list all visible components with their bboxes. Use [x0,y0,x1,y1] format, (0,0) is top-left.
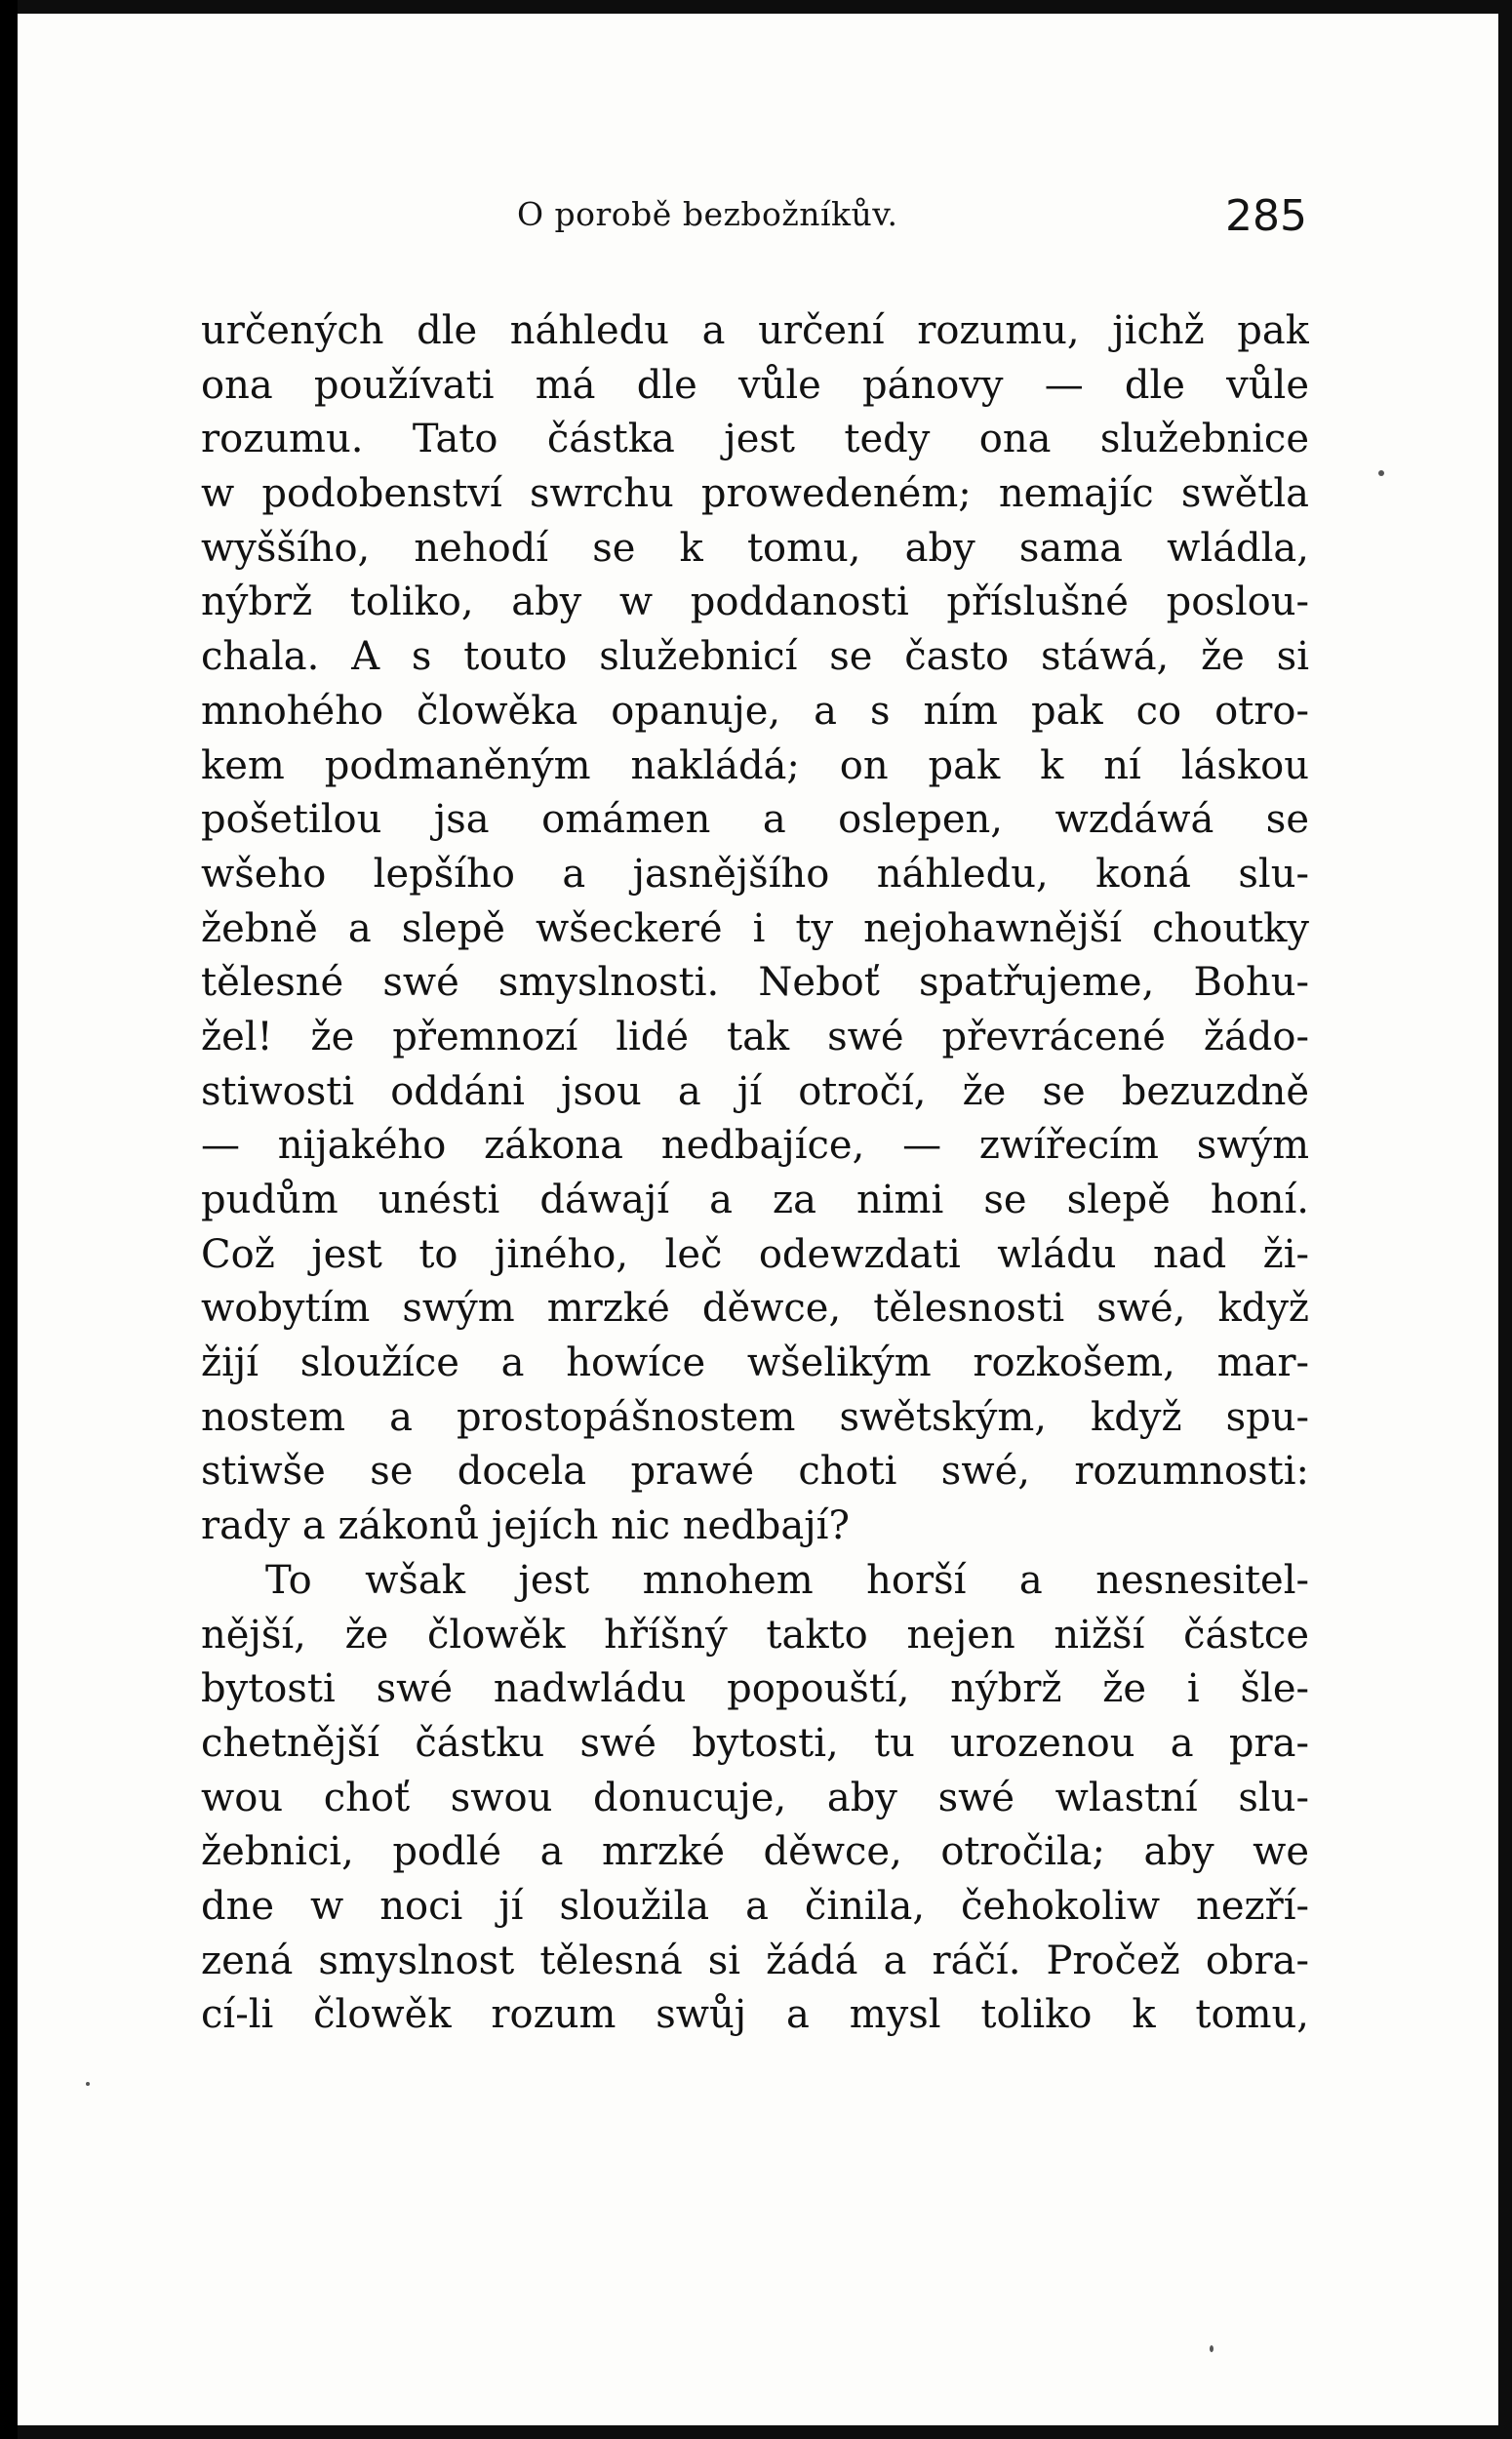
text-line: nější, že člowěk hříšný takto nejen nižší částce [201,1612,1309,1658]
text-line: stiwosti oddáni jsou a jí otročí, že se bezuzdně [201,1068,1309,1114]
text-line: wšeho lepšího a jasnějšího náhledu, koná slu- [201,851,1309,897]
text-line: kem podmaněným nakládá; on pak k ní láskou [201,742,1309,788]
text-line: pošetilou jsa omámen a oslepen, wzdáwá se [201,797,1309,843]
text-line: cí-li člowěk rozum swůj a mysl toliko k tomu, [201,1992,1309,2038]
text-line: určených dle náhledu a určení rozumu, jichž pak [201,308,1309,353]
text-line: rozumu. Tato částka jest tedy ona služebnice [201,417,1309,462]
text-line: tělesné swé smyslnosti. Neboť spatřujeme, Bohu- [201,960,1309,1006]
body-text [201,304,1309,2043]
text-line: mnohého člowěka opanuje, a s ním pak co otro- [201,688,1309,734]
text-line: wyššího, nehodí se k tomu, aby sama wládla, [201,525,1309,571]
paragraph-end-line: rady a zákonů jejích nic nedbají? [201,1503,850,1549]
text-line: bytosti swé nadwládu popouští, nýbrž že i šle- [201,1666,1309,1712]
text-line: chala. A s touto služebnicí se často stáwá, že si [201,634,1309,680]
running-header [195,187,1307,246]
text-line: žel! že přemnozí lidé tak swé převrácené žádo- [201,1014,1309,1060]
text-line: dne w noci jí sloužila a činila, čehokoliw nezří- [201,1883,1309,1929]
text-line: pudům unésti dáwají a za nimi se slepě honí. [201,1178,1309,1222]
text-line: wou choť swou donucuje, aby swé wlastní slu- [201,1775,1309,1820]
page-edge-shadow [0,0,18,2439]
paper-speck [1378,470,1384,476]
text-line: — nijakého zákona nedbajíce, — zwířecím swým [201,1123,1309,1169]
text-line: žebnici, podlé a mrzké děwce, otročila; aby we [201,1829,1309,1875]
paper-speck [86,2082,90,2086]
page-number: 285 [1225,191,1307,241]
text-line: wobytím swým mrzké děwce, tělesnosti swé, když [201,1286,1309,1332]
text-line: Což jest to jiného, leč odewzdati wládu nad ži- [201,1231,1309,1277]
text-line: chetnější částku swé bytosti, tu urozenou a pra- [201,1720,1309,1766]
text-line: nostem a prostopášnostem swětským, když spu- [201,1394,1309,1440]
text-line: žijí sloužíce a howíce wšelikým rozkošem, mar- [201,1340,1309,1386]
paper-speck [1210,2345,1214,2352]
paragraph-start-line: To wšak jest mnohem horší a nesnesitel- [265,1557,1309,1603]
text-line: nýbrž toliko, aby w poddanosti příslušné poslou- [201,580,1309,625]
text-line: zená smyslnost tělesná si žádá a ráčí. Pročež obra- [201,1938,1309,1983]
text-line: stiwše se docela prawé choti swé, rozumnosti: [201,1449,1309,1495]
text-line: žebně a slepě wšeckeré i ty nejohawnější choutky [201,905,1309,951]
text-line: ona používati má dle vůle pánovy — dle vůle [201,362,1309,408]
running-title: O porobě bezbožníkův. [517,195,898,233]
text-line: w podobenství swrchu prowedeném; nemajíc swětla [201,471,1309,517]
